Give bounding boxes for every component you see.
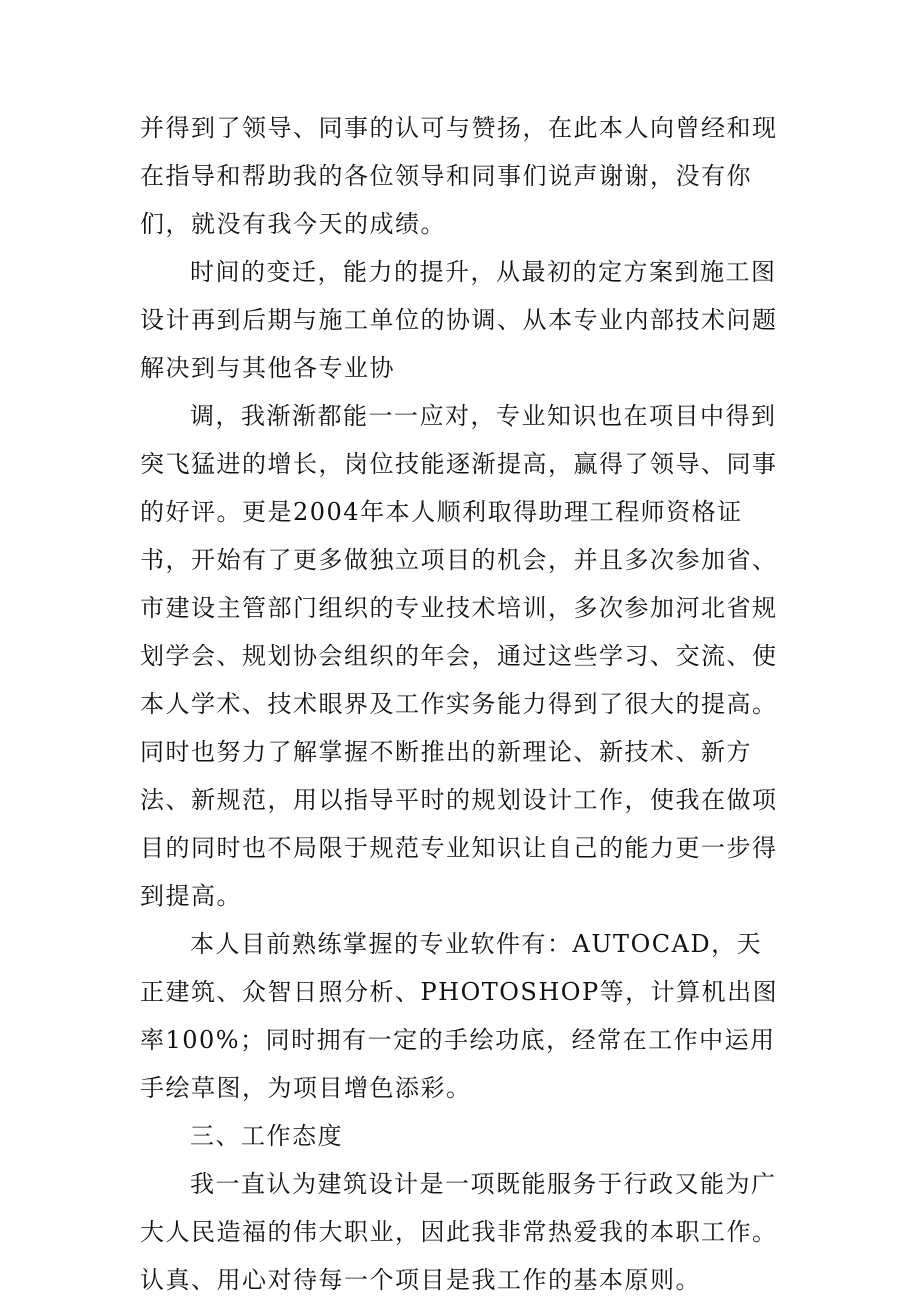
paragraph-thanks: 并得到了领导、同事的认可与赞扬，在此本人向曾经和现在指导和帮助我的各位领导和同事们说声谢谢，没有你们，就没有我今天的成绩。 [140,114,778,238]
paragraph-ability-growth: 时间的变迁，能力的提升，从最初的定方案到施工图设计再到后期与施工单位的协调、从本专业内部技术问题解决到与其他各专业协 [140,258,778,382]
paragraph-software-skills: 本人目前熟练掌握的专业软件有：AUTOCAD，天正建筑、众智日照分析、PHOTOSHOP等，计算机出图率100%；同时拥有一定的手绘功底，经常在工作中运用手绘草图，为项目增色添彩。 [140,930,779,1102]
paragraph-professional-development: 调，我渐渐都能一一应对，专业知识也在项目中得到突飞猛进的增长，岗位技能逐渐提高，赢得了领导、同事的好评。更是2004年本人顺利取得助理工程师资格证书，开始有了更多做独立项目的机会，并且多次参加省、市建设主管部门组织的专业技术培训，多次参加河北省规划学会、规划协会组织的年会，通过这些学习、交流、使本人学术、技术眼界及工作实务能力得到了很大的提高。同时也努力了解掌握不断推出的新理论、新技术、新方法、新规范，用以指导平时的规划设计工作，使我在做项目的同时也不局限于规范专业知识让自己的能力更一步得到提高。 [140,402,778,910]
section-heading-work-attitude: 三、工作态度 [190,1122,343,1150]
paragraph-work-attitude: 我一直认为建筑设计是一项既能服务于行政又能为广大人民造福的伟大职业，因此我非常热爱我的本职工作。认真、用心对待每一个项目是我工作的基本原则。 [140,1170,778,1294]
document-body [140,104,785,1304]
